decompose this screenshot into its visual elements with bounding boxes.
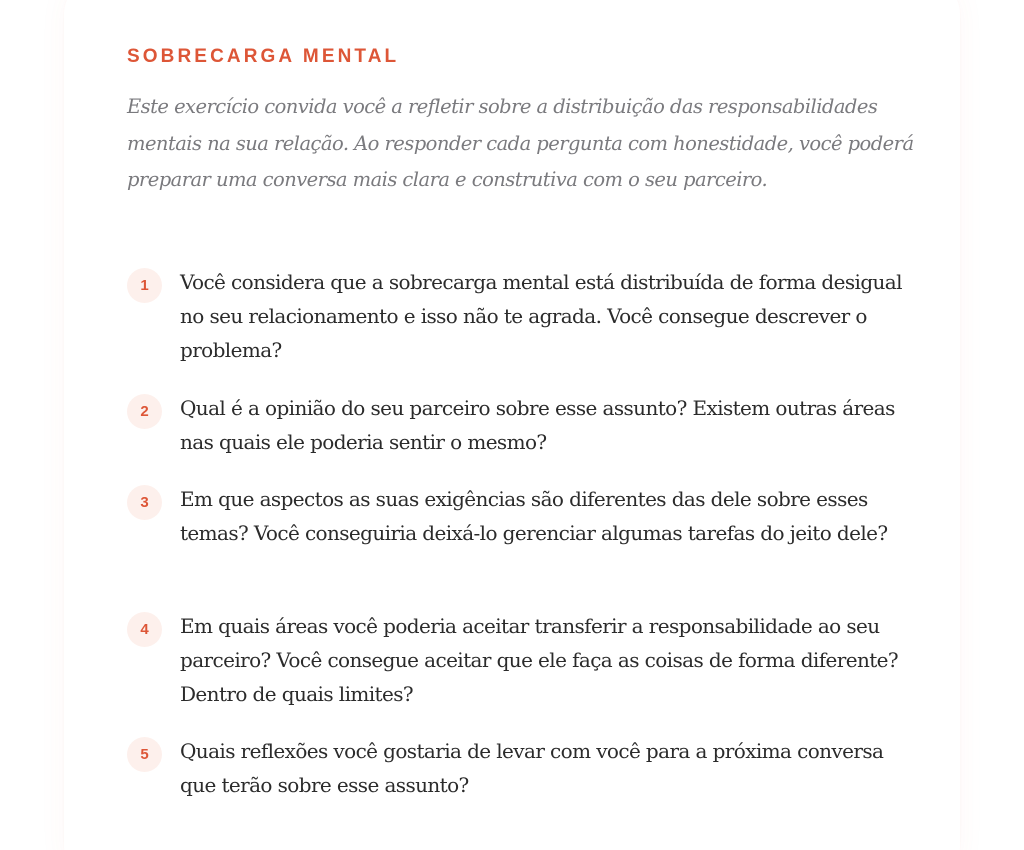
question-text: Você considera que a sobrecarga mental está distribuída de forma desigual no seu relacionamento e isso não te agrada. Você consegue descrever o problema? [180, 270, 902, 362]
question-number-badge: 3 [127, 485, 162, 520]
question-number-badge: 5 [127, 737, 162, 772]
question-text: Em que aspectos as suas exigências são diferentes das dele sobre esses temas? Você conseguiria deixá-lo gerenciar algumas tarefas do jeito dele? [180, 487, 888, 545]
exercise-title: SOBRECARGA MENTAL [127, 46, 400, 67]
question-number-badge: 1 [127, 268, 162, 303]
question-text: Em quais áreas você poderia aceitar transferir a responsabilidade ao seu parceiro? Você consegue aceitar que ele faça as coisas de forma diferente? Dentro de quais limites? [180, 614, 899, 706]
question-text: Qual é a opinião do seu parceiro sobre esse assunto? Existem outras áreas nas quais ele poderia sentir o mesmo? [180, 396, 895, 454]
question-number-badge: 2 [127, 394, 162, 429]
question-number-badge: 4 [127, 612, 162, 647]
question-text: Quais reflexões você gostaria de levar com você para a próxima conversa que terão sobre esse assunto? [180, 739, 884, 797]
exercise-intro: Este exercício convida você a refletir sobre a distribuição das responsabilidades mentais na sua relação. Ao responder cada pergunta com honestidade, você poderá preparar uma conversa mais clara e construtiva com o seu parceiro. [127, 95, 914, 191]
